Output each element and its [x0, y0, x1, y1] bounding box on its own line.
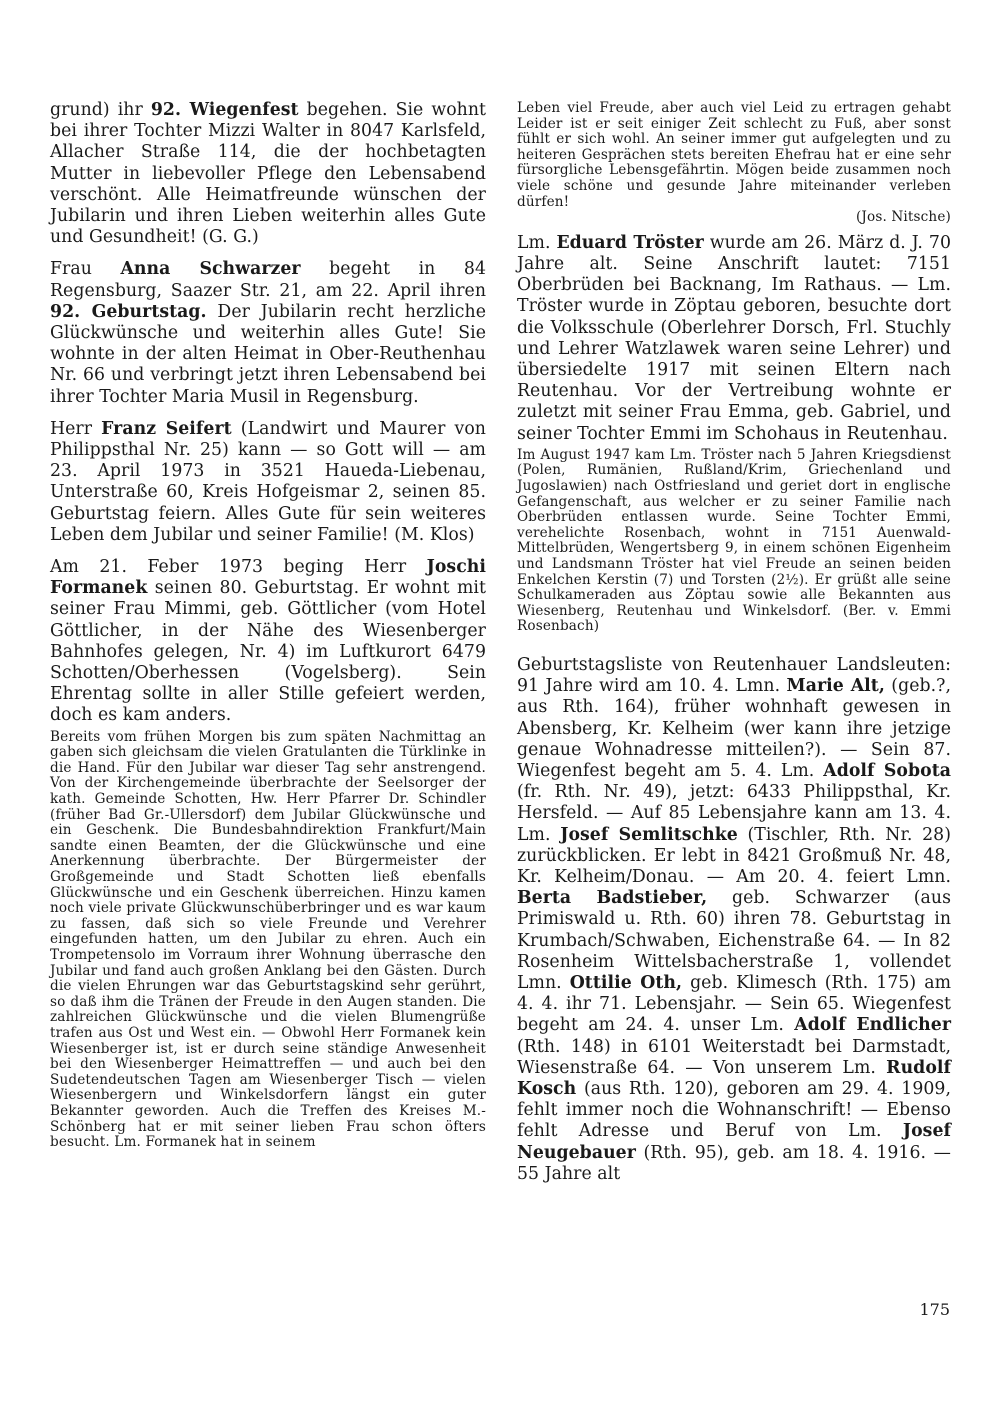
paragraph-eduard-troester: Lm. Eduard Tröster wurde am 26. März d. J. 70 Jahre alt. Seine Anschrift lautet: 7151 Oberbrüden bei Backnang, Im Rathaus. — Lm. Tröster wurde in Zöptau geboren, besuchte dort die Volksschule (Oberlehrer Dorsch, Frl. Stuchly und Lehrer Watzlawek waren seine Lehrer) und übersiedelte 1917 mit seinen Eltern nach Reutenhau. Vor der Vertreibung wohnte er zuletzt mit seiner Frau Emma, geb. Gabriel, und seiner Tochter Emmi im Schohaus in Reutenhau.	[517, 232, 951, 444]
highlight: 92. Geburtstag.	[50, 301, 207, 322]
person-name: Anna Schwarzer	[120, 259, 301, 280]
person-name: Berta Badstieber,	[517, 888, 708, 909]
paragraph-anna-schwarzer: Frau Anna Schwarzer begeht in 84 Regensburg, Saazer Str. 21, am 22. April ihren 92. Geburtstag. Der Jubilarin recht herzliche Glückwünsche und weiterhin alles Gute! Sie wohnte in der alten Heimat in Ober-Reuthenhau Nr. 66 und verbringt jetzt ihren Lebensabend bei ihrer Tochter Maria Musil in Regensburg.	[50, 259, 487, 407]
paragraph-franz-seifert: Herr Franz Seifert (Landwirt und Maurer von Philippsthal Nr. 25) kann — so Gott will — am 23. April 1973 in 3521 Haueda-Liebenau, Unterstraße 60, Kreis Hofgeismar 2, seinen 85. Geburtstag feiern. Alles Gute für sein weiteres Leben dem Jubilar und seiner Familie! (M. Klos)	[50, 418, 486, 545]
paragraph-formanek-continued: Leben viel Freude, aber auch viel Leid zu ertragen gehabt Leider ist er seit einiger Zeit schlecht zu Fuß, aber sonst fühlt er sich wohl. An seiner immer gut aufgelegten und zu heiteren Gesprächen stets bereiten Ehefrau hat er eine sehr fürsorgliche Lebensgefährtin. Mögen beide zusammen noch viele schöne und gesunde Jahre miteinander verleben dürfen!	[517, 100, 951, 210]
right-column	[517, 101, 951, 1185]
person-name: Adolf Endlicher	[794, 1015, 951, 1036]
highlight: 92. Wiegenfest	[150, 100, 299, 120]
person-name: Ottilie Oth,	[569, 972, 683, 993]
left-column	[50, 100, 486, 1151]
paragraph-geburtstagsliste: Geburtstagsliste von Reutenhauer Landsleuten: 91 Jahre wird am 10. 4. Lmn. Marie Alt, (geb.?, aus Rth. 164), früher wohnhaft gewesen in Abensberg, Kr. Kelheim (wer kann ihre jetzige genaue Wohnadresse mitteilen?). — Sein 87. Wiegenfest begeht am 5. 4. Lm. Adolf Sobota (fr. Rth. Nr. 49), jetzt: 6433 Philippsthal, Kr. Hersfeld. — Auf 85 Lebensjahre kann am 13. 4. Lm. Josef Semlitschke (Tischler, Rth. Nr. 28) zurückblicken. Er lebt in 8421 Großmuß Nr. 48, Kr. Kelheim/Donau. — Am 20. 4. feiert Lmn. Berta Badstieber, geb. Schwarzer (aus Primiswald u. Rth. 60) ihren 78. Geburtstag in Krumbach/Schwaben, Eichenstraße 64. — In 82 Rosenheim Wittelsbacherstraße 1, vollendet Lmn. Ottilie Oth, geb. Klimesch (Rth. 175) am 4. 4. ihr 71. Lebensjahr. — Sein 65. Wiegenfest begeht am 24. 4. unser Lm. Adolf Endlicher (Rth. 148) in 6101 Weiterstadt bei Darmstadt, Wiesenstraße 64. — Von unserem Lm. Rudolf Kosch (aus Rth. 120), geboren am 29. 4. 1909, fehlt immer noch die Wohnanschrift! — Ebenso fehlt Adresse und Beruf von Lm. Josef Neugebauer (Rth. 95), geb. am 18. 4. 1916. — 55 Jahre alt	[517, 654, 952, 1184]
author-signature: (Jos. Nitsche)	[855, 209, 951, 226]
person-name: Rudolf Kosch	[517, 1057, 951, 1099]
page-number: 175	[919, 1300, 950, 1319]
person-name: Josef Neugebauer	[517, 1121, 951, 1163]
person-name: Joschi Formanek	[50, 557, 486, 599]
paragraph-formanek-details: Bereits vom frühen Morgen bis zum späten Nachmittag an gaben sich gleichsam die vielen Gratulanten die Türklinke in die Hand. Für den Jubilar war dieser Tag sehr anstrengend. Von der Kirchengemeinde überbrachte der Seelsorger der kath. Gemeinde Schotten, Hw. Herr Pfarrer Dr. Schindler (früher Bad Gr.-Ullersdorf) dem Jubilar Glückwünsche und ein Geschenk. Die Bundesbahndirektion Frankfurt/Main sandte einen Beamten, der die Glückwünsche und eine Anerkennung überbrachte. Der Bürgermeister der Großgemeinde und Stadt Schotten ließ ebenfalls Glückwünsche und ein Geschenk überreichen. Hinzu kamen noch viele private Glückwunschüberbringer und es war kaum zu fassen, daß sich so viele Freunde und Verehrer eingefunden hatten, um den Jubilar zu ehren. Auch ein Trompetensolo im Vorraum ihrer Wohnung überrasche den Jubilar und fand auch großen Anklang bei den Gästen. Durch die vielen Ehrungen war das Geburtstagskind sehr gerührt, so daß ihm die Tränen der Freude in den Augen standen. Die zahlreichen Glückwünsche und die vielen Blumengrüße trafen aus Ost und West ein. — Obwohl Herr Formanek kein Wiesenberger ist, ist er durch seine ständige Anwesenheit bei den Wiesenberger Heimattreffen — und auch bei den Sudetendeutschen Tagen am Wiesenberger Tisch — vielen Wiesenbergern und Winkelsdorfern längst ein guter Bekannter geworden. Auch die Treffen des Kreises M.-Schönberg hat er mit seiner lieben Frau schon öfters besucht. Lm. Formanek hat in seinem	[50, 728, 486, 1151]
paragraph-troester-details: Im August 1947 kam Lm. Tröster nach 5 Jahren Kriegsdienst (Polen, Rumänien, Rußland/Krim, Griechenland und Jugoslawien) nach Ostfriesland und geriet dort in englische Gefangenschaft, aus welcher er zu seiner Familie nach Oberbrüden entlassen wurde. Seine Tochter Emmi, verehelichte Rosenbach, wohnt in 7151 Auenwald-Mittelbrüden, Wengertsberg 9, in einem schönen Eigenheim und Landsmann Tröster hat viel Freude an seinen beiden Enkelchen Kerstin (7) und Torsten (2½). Er grüßt alle seine Schulkameraden aus Zöptau sowie alle Bekannten aus Wiesenberg, Reutenhau und Winkelsdorf. (Ber. v. Emmi Rosenbach)	[517, 446, 951, 635]
paragraph-joschi-formanek: Am 21. Feber 1973 beging Herr Joschi Formanek seinen 80. Geburtstag. Er wohnt mit seiner Frau Mimmi, geb. Göttlicher (vom Hotel Göttlicher, in der Nähe des Wiesenberger Bahnhofes gelegen, Nr. 4) im Luftkurort 6479 Schotten/Oberhessen (Vogelsberg). Sein Ehrentag sollte in aller Stille gefeiert werden, doch es kam anders.	[50, 557, 486, 726]
person-name: Adolf Sobota	[823, 760, 951, 781]
person-name: Josef Semlitschke	[560, 824, 738, 845]
person-name: Eduard Tröster	[556, 232, 704, 253]
person-name: Marie Alt,	[786, 676, 885, 697]
paragraph-wiegenfest-92: grund) ihr 92. Wiegenfest begehen. Sie wohnt bei ihrer Tochter Mizzi Walter in 8047 Karlsfeld, Allacher Straße 114, die der hochbetagten Mutter in liebevoller Pflege den Lebensabend verschönt. Alle Heimatfreunde wünschen der Jubilarin und ihren Lieben weiterhin alles Gute und Gesundheit! (G. G.)	[50, 100, 486, 248]
person-name: Franz Seifert	[101, 418, 232, 439]
